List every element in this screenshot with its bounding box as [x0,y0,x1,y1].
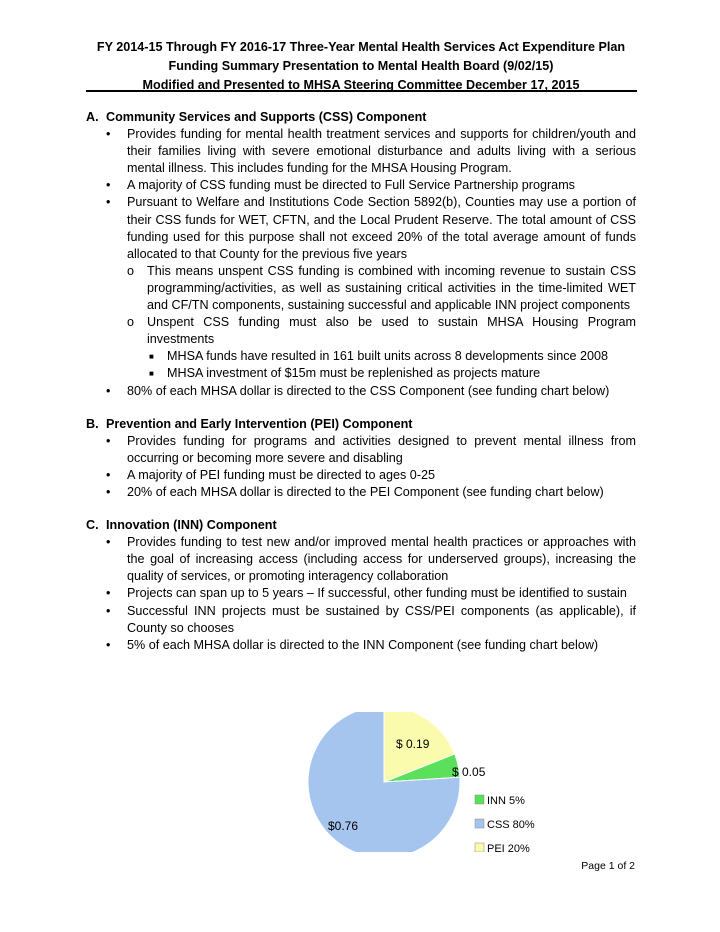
document-body [86,109,636,670]
bullet-list [86,534,636,654]
bullet-icon: • [106,467,111,482]
sub-bullet-item: o Unspent CSS funding must also be used to sustain MHSA Housing Program investments ■ MHSA funds have resulted in 161 built units across 8 developments since 2008 ■ MHSA investment of $15m must be replenished as projects mature [127,314,636,382]
funding-pie-chart [300,712,550,852]
bullet-item: • 80% of each MHSA dollar is directed to the CSS Component (see funding chart below) [86,383,636,400]
slice-value-label: $ 0.19 [396,737,430,751]
bullet-icon: • [106,383,111,398]
slice-value-label: $0.76 [328,819,359,833]
header-line-3: Modified and Presented to MHSA Steering Committee December 17, 2015 [142,78,580,92]
section-letter: B. [86,416,99,431]
slice-value-label: $ 0.05 [452,765,486,779]
section-letter: C. [86,518,99,533]
page-number: Page 1 of 2 [581,860,635,872]
section-heading [86,517,636,534]
bullet-icon: • [106,127,111,142]
bullet-icon: • [106,603,111,618]
bullet-item: • Provides funding for programs and activities designed to prevent mental illness from occurring or becoming more severe and disabling [106,433,636,465]
bullet-item: • Pursuant to Welfare and Institutions Code Section 5892(b), Counties may use a portion of their CSS funds for WET, CFTN, and the Local Prudent Reserve. The total amount of CSS funding used for this purpose shall not exceed 20% of the total average amount of funds allocated to that County for the previous five years o This means unspent CSS funding is combined with incoming revenue to sustain CSS programming/activities, as well as sustaining critical activities in the time-limited WET and CF/TN components, sustaining successful and applicable INN project components o Unspent CSS funding must also be used to sustain MHSA Housing Program investments ■ MHSA funds have resulted in 161 built units across 8 developments since 2008 ■ MHSA investment of $15m must be replenished as projects mature [86,194,636,382]
section-inn [86,517,636,654]
section-css [86,109,636,400]
bullet-icon: • [106,484,111,499]
section-letter: A. [86,110,99,124]
sub-sub-bullet-item: ■ MHSA investment of $15m must be replenished as projects mature [147,365,636,382]
circle-bullet-icon: o [127,315,135,330]
section-title: Prevention and Early Intervention (PEI) Component [106,416,413,431]
bullet-list [86,126,636,400]
header-line-2: Funding Summary Presentation to Mental Health Board (9/02/15) [168,59,554,73]
legend-swatch [475,843,484,852]
bullet-icon: • [106,586,111,601]
bullet-item: • A majority of CSS funding must be directed to Full Service Partnership programs [86,177,636,194]
bullet-item: • Projects can span up to 5 years – If successful, other funding must be identified to sustain [86,585,636,602]
circle-bullet-icon: o [127,263,135,278]
legend-label: PEI 20% [487,843,530,852]
bullet-item: • 20% of each MHSA dollar is directed to the PEI Component (see funding chart below) [86,484,636,501]
bullet-item: • Provides funding for mental health treatment services and supports for children/youth and their families living with severe emotional disturbance and adults living with a serious mental illness. This includes funding for the MHSA Housing Program. [106,127,636,176]
bullet-icon: • [106,195,111,210]
square-bullet-icon: ■ [149,369,154,379]
sub-bullet-list [127,263,636,383]
header-rule [86,90,637,92]
section-title: Community Services and Supports (CSS) Component [106,110,427,124]
bullet-icon: • [106,637,111,652]
bullet-icon: • [106,535,111,550]
legend-swatch [475,819,484,828]
header-line-1: FY 2014-15 Through FY 2016-17 Three-Year Mental Health Services Act Expenditure Plan [96,40,626,54]
section-heading [86,109,636,126]
bullet-item: • 5% of each MHSA dollar is directed to the INN Component (see funding chart below) [86,637,636,654]
square-bullet-icon: ■ [149,352,154,362]
document-header [86,38,636,95]
legend-swatch [475,795,484,804]
sub-bullet-item: o This means unspent CSS funding is combined with incoming revenue to sustain CSS programming/activities, as well as sustaining critical activities in the time-limited WET and CF/TN components, sustaining successful and applicable INN project components [127,263,636,313]
bullet-item: • Provides funding to test new and/or improved mental health practices or approaches with the goal of increasing access (including access for underserved groups), increasing the quality of services, or promoting interagency collaboration [106,535,636,584]
bullet-icon: • [106,178,111,193]
legend-label: INN 5% [487,795,525,807]
section-heading [86,416,636,433]
bullet-item: • Successful INN projects must be sustained by CSS/PEI components (as applicable), if County so chooses [106,603,636,635]
bullet-icon: • [106,433,111,448]
sub-sub-bullet-item: ■ MHSA funds have resulted in 161 built units across 8 developments since 2008 [147,348,636,365]
bullet-item: • A majority of PEI funding must be directed to ages 0-25 [86,467,636,484]
section-title: Innovation (INN) Component [106,518,277,533]
sub-sub-bullet-list [147,348,636,382]
bullet-list [86,433,636,501]
legend-label: CSS 80% [487,819,535,831]
section-pei [86,416,636,501]
